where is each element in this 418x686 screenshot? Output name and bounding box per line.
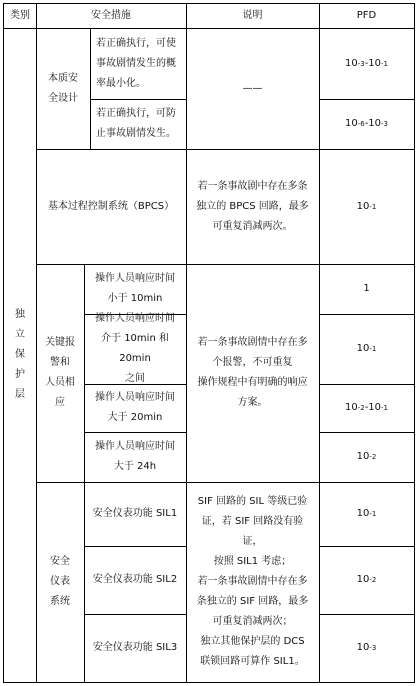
header-pfd: PFD bbox=[356, 10, 377, 21]
header-measures: 安全措施 bbox=[91, 10, 131, 21]
inherent-row1-text: 若正确执行，可使 事故剧情发生的概 率最小化。 bbox=[96, 37, 176, 89]
pfd-base: 10 bbox=[356, 200, 370, 212]
alarm-row2-pfd: 10 -1 bbox=[319, 314, 414, 384]
alarm-description: 若一条事故剧情中存在多 个报警，不可重复 操作规程中有明确的响应 方案。 bbox=[197, 337, 308, 408]
sis-row2-pfd: 10 -2 bbox=[319, 546, 414, 614]
inherent-row1-pfd: 10 -3 -10 -1 bbox=[319, 28, 414, 99]
inherent-row2-text: 若正确执行，可防 止事故剧情发生。 bbox=[96, 108, 176, 139]
inherent-label: 本质安 全设计 bbox=[48, 72, 78, 104]
category-independent-protection-layer: 独 立 保 护 层 bbox=[15, 309, 25, 400]
sis-row3-text: 安全仪表功能 SIL3 bbox=[92, 642, 178, 653]
pfd-base: 10 bbox=[344, 57, 358, 69]
pfd-base: 10 bbox=[356, 343, 370, 354]
sis-row3-pfd: 10 -3 bbox=[319, 614, 414, 682]
bpcs-pfd: 10 -1 bbox=[319, 149, 414, 264]
pfd-range-separator: -10 bbox=[364, 118, 382, 129]
safety-measures-table bbox=[3, 3, 415, 683]
pfd-base: 10 bbox=[356, 508, 370, 519]
bpcs-label: 基本过程控制系统（BPCS） bbox=[47, 200, 175, 212]
inherent-row2-pfd: 10 -6 -10 -3 bbox=[319, 99, 414, 149]
bpcs-description: 若一条事故剧中存在多条 独立的 BPCS 回路，最多 可重复消减两次。 bbox=[196, 180, 309, 232]
sis-description: SIF 回路的 SIL 等级已验 证，若 SIF 回路没有验证， 按照 SIL1 考虑； 若一条事故剧情中存在多 条独立的 SIF 回路，最多 可重复消减两次； 独立其他保护层的 DCS 联锁回路可算作 SIL1。 bbox=[196, 496, 309, 667]
pfd-range-separator: -10 bbox=[364, 402, 382, 413]
header-category: 类别 bbox=[10, 10, 30, 21]
pfd-range-separator: -10 bbox=[364, 57, 382, 69]
sis-row2-text: 安全仪表功能 SIL2 bbox=[92, 574, 178, 585]
alarm-row4-pfd: 10 -2 bbox=[319, 432, 414, 482]
alarm-row3-text: 操作人员响应时间 大于 20min bbox=[95, 392, 175, 423]
alarm-row3-pfd: 10 -2 -10 -1 bbox=[319, 384, 414, 432]
alarm-label: 关键报 警和 人员相 应 bbox=[45, 337, 75, 408]
alarm-row2-text: 操作人员响应时间 介于 10min 和 20min 之间 bbox=[95, 313, 175, 384]
pfd-base: 10 bbox=[344, 118, 358, 129]
pfd-base: 10 bbox=[356, 574, 370, 585]
alarm-row4-text: 操作人员响应时间 大于 24h bbox=[95, 441, 175, 472]
alarm-row1-pfd: 1 bbox=[363, 283, 370, 294]
sis-row1-pfd: 10 -1 bbox=[319, 482, 414, 546]
inherent-description: —— bbox=[242, 82, 263, 94]
header-description: 说明 bbox=[242, 10, 263, 21]
sis-label: 安全 仪表 系统 bbox=[50, 556, 70, 607]
pfd-base: 10 bbox=[344, 402, 358, 413]
alarm-row1-text: 操作人员响应时间 小于 10min bbox=[95, 273, 175, 304]
pfd-base: 10 bbox=[356, 451, 370, 462]
pfd-base: 10 bbox=[356, 642, 370, 653]
sis-row1-text: 安全仪表功能 SIL1 bbox=[92, 508, 178, 519]
